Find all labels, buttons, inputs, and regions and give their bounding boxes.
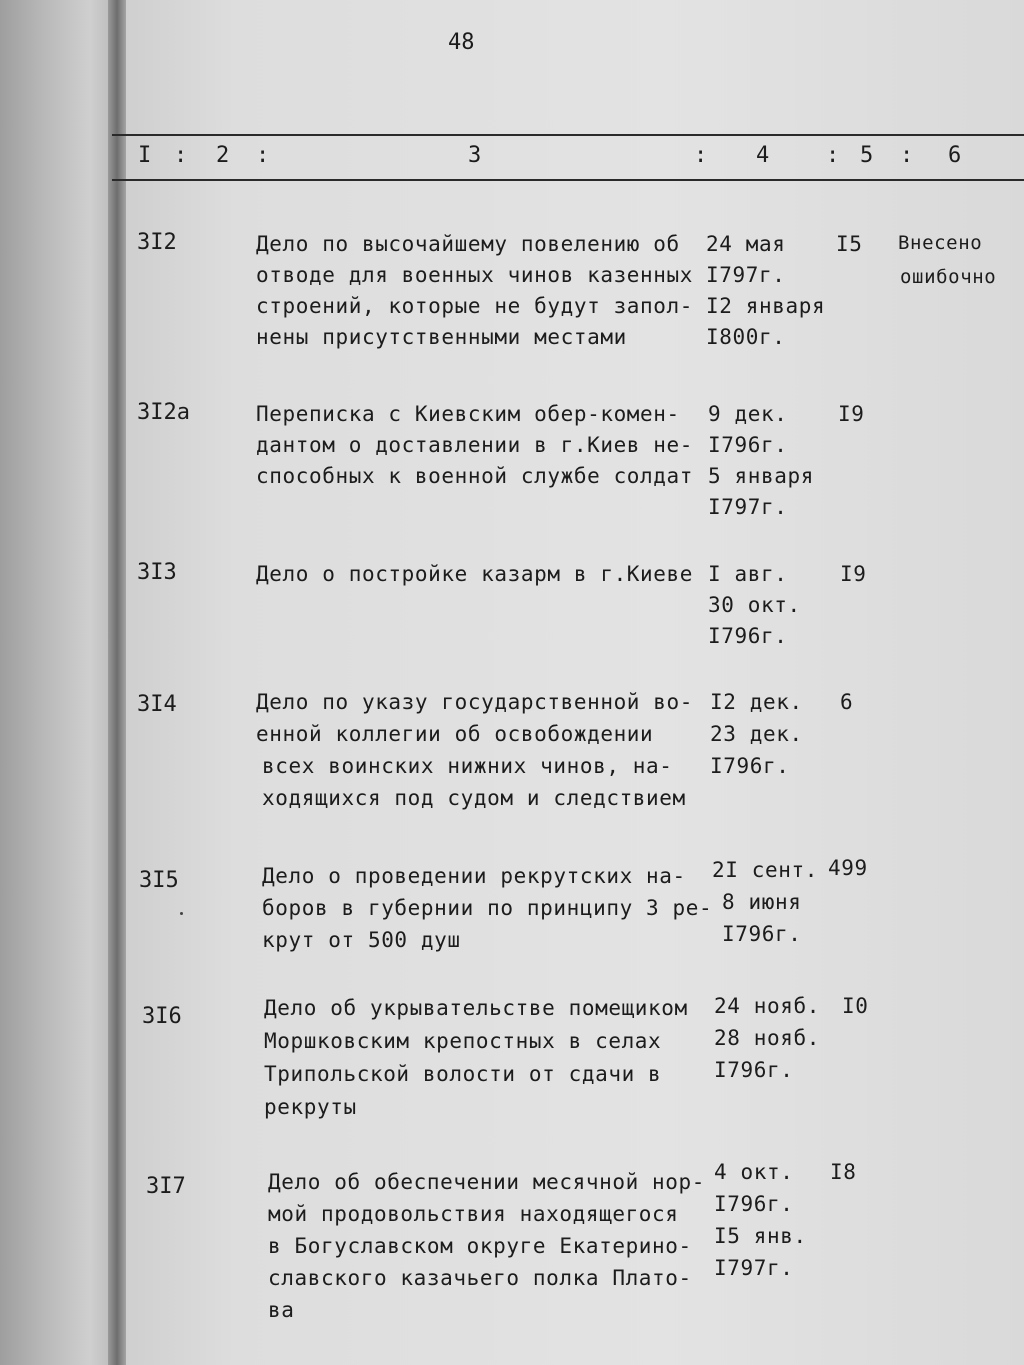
entry-date: 4 окт. (714, 1160, 794, 1184)
header-col-3: 3 (468, 143, 482, 168)
entry-title-line: нены присутственными местами (256, 325, 627, 349)
entry-date: 23 дек. (710, 722, 803, 746)
header-col-6: 6 (948, 143, 962, 168)
entry-title-line: всех воинских нижних чинов, на- (262, 754, 673, 778)
entry-sheet-count: 6 (840, 690, 854, 714)
entry-title-line: Моршковским крепостных в селах (264, 1029, 662, 1053)
entry-title-line: мой продовольствия находящегося (268, 1202, 679, 1226)
entry-number: 3I7 (146, 1174, 186, 1199)
entry-title-line: Переписка с Киевским обер-комен- (256, 402, 680, 426)
entry-date: I797г. (714, 1256, 794, 1280)
entry-date: I797г. (708, 495, 788, 519)
entry-title-line: Дело по указу государственной во- (256, 690, 694, 714)
header-separator: : (256, 143, 270, 168)
entry-note: ошибочно (900, 266, 997, 288)
entry-title-line: крут от 500 душ (262, 928, 461, 952)
entry-date: 24 мая (706, 232, 786, 256)
entry-date: 8 июня (722, 890, 802, 914)
entry-title-line: в Богуславском округе Екатерино- (268, 1234, 692, 1258)
entry-date: 28 нояб. (714, 1026, 820, 1050)
entry-number: 3I5 (139, 868, 179, 893)
entry-title-line: дантом о доставлении в г.Киев не- (256, 433, 694, 457)
header-separator: : (900, 143, 914, 168)
entry-date: I2 дек. (710, 690, 803, 714)
entry-date: 24 нояб. (714, 994, 820, 1018)
entry-number: 3I2 (137, 230, 177, 255)
entry-date: I796г. (708, 624, 788, 648)
entry-date: 30 окт. (708, 593, 801, 617)
entry-title-line: ходящихся под судом и следствием (262, 786, 686, 810)
header-separator: : (826, 143, 840, 168)
entry-date: I796г. (714, 1058, 794, 1082)
entry-date: I800г. (706, 325, 786, 349)
header-rule-bottom (112, 179, 1024, 181)
entry-sheet-count: I0 (842, 994, 869, 1018)
entry-title-line: енной коллегии об освобождении (256, 722, 654, 746)
header-col-2: 2 (216, 143, 230, 168)
entry-title-line: Дело о проведении рекрутских на- (262, 864, 686, 888)
header-col-5: 5 (860, 143, 874, 168)
header-separator: : (174, 143, 188, 168)
entry-title-line: отводе для военных чинов казенных (256, 263, 694, 287)
entry-date: I авг. (708, 562, 788, 586)
entry-note: Внесено (898, 232, 983, 254)
entry-title-line: Дело об обеспечении месячной нор- (268, 1170, 706, 1194)
entry-date: I796г. (710, 754, 790, 778)
entry-title-line: боров в губернии по принципу 3 ре- (262, 896, 713, 920)
document-page (126, 0, 1024, 1365)
entry-number: 3I6 (142, 1004, 182, 1029)
entry-date: 2I сент. (712, 858, 818, 882)
entry-date: I2 января (706, 294, 826, 318)
entry-number: 3I2а (137, 400, 190, 425)
entry-title-line: рекруты (264, 1095, 357, 1119)
header-col-1: I (138, 143, 152, 168)
ink-mark (180, 912, 183, 915)
left-page-edge (0, 0, 112, 1365)
entry-sheet-count: 499 (828, 856, 868, 880)
header-separator: : (694, 143, 708, 168)
entry-title-line: ва (268, 1298, 295, 1322)
entry-title-line: Трипольской волости от сдачи в (264, 1062, 662, 1086)
entry-number: 3I3 (137, 560, 177, 585)
entry-title-line: строений, которые не будут запол- (256, 294, 694, 318)
entry-date: I796г. (708, 433, 788, 457)
entry-title-line: Дело об укрывательстве помещиком (264, 996, 688, 1020)
entry-date: I796г. (722, 922, 802, 946)
header-col-4: 4 (756, 143, 770, 168)
entry-date: I797г. (706, 263, 786, 287)
entry-title-line: Дело по высочайшему повелению об (256, 232, 680, 256)
entry-sheet-count: I5 (836, 232, 863, 256)
page-number: 48 (448, 30, 475, 55)
entry-date: I5 янв. (714, 1224, 807, 1248)
entry-date: 5 января (708, 464, 814, 488)
entry-title-line: способных к военной службе солдат (256, 464, 694, 488)
book-spine (108, 0, 128, 1365)
header-rule-top (112, 134, 1024, 136)
entry-sheet-count: I9 (840, 562, 867, 586)
entry-date: I796г. (714, 1192, 794, 1216)
entry-number: 3I4 (137, 692, 177, 717)
entry-sheet-count: I8 (830, 1160, 857, 1184)
entry-date: 9 дек. (708, 402, 788, 426)
entry-title-line: славского казачьего полка Плато- (268, 1266, 692, 1290)
entry-sheet-count: I9 (838, 402, 865, 426)
entry-title-line: Дело о постройке казарм в г.Киеве (256, 562, 694, 586)
